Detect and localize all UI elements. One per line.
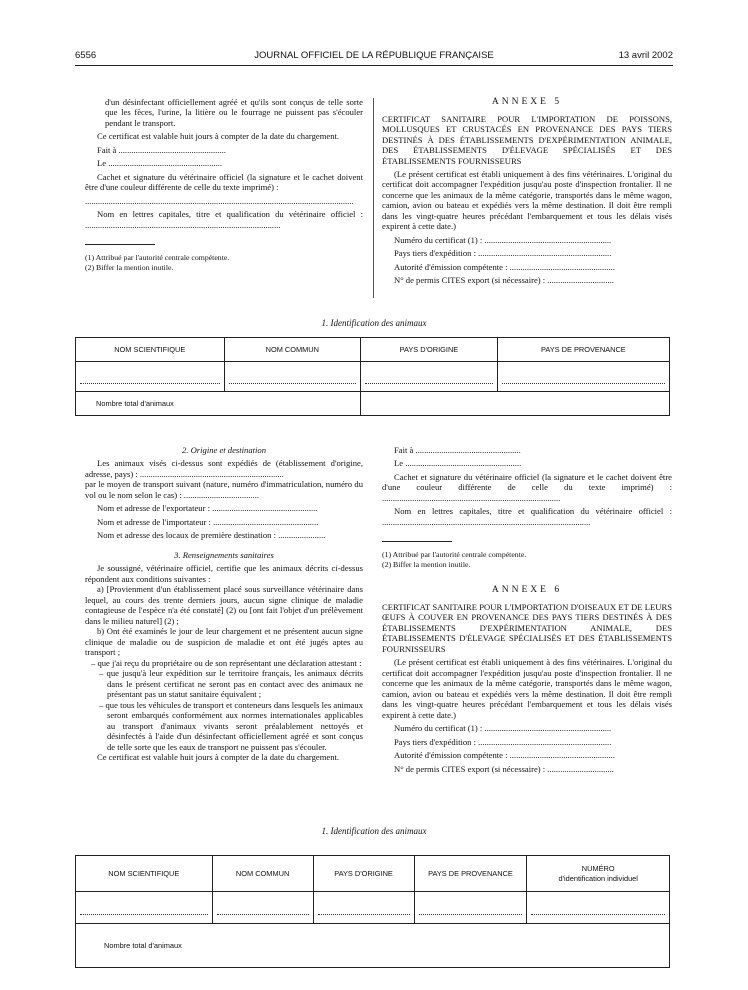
export-country-field: Pays tiers d'expédition : .............................................................. — [394, 736, 612, 747]
paragraph: Les animaux visés ci-dessus sont expédiés de (établissement d'origine, adresse, pays) : ................................................................... — [85, 458, 363, 479]
column-header: PAYS DE PROVENANCE — [414, 856, 527, 892]
middle-left-column — [85, 445, 363, 763]
paragraph: Ce certificat est valable huit jours à compter de la date du chargement. — [97, 131, 340, 142]
annexe-6-heading: CERTIFICAT SANITAIRE POUR L'IMPORTATION D'OISEAUX ET DE LEURS ŒUFS À COUVER EN PROVENANCE DES PAYS TIERS DESTINÉS À DES ÉTABLISSEMENTS D'EXPÉRIMENTATION ANIMALE, DES ÉTABLISSEMENTS D'ÉLEVAGE SPÉCIALISÉS ET DES ÉTABLISSEMENTS FOURNISSEURS — [382, 601, 672, 654]
table-header-row — [76, 856, 670, 892]
annexe-5-heading: CERTIFICAT SANITAIRE POUR L'IMPORTATION DE POISSONS, MOLLUSQUES ET CRUSTACÉS EN PROVENANCE DES PAYS TIERS DESTINÉS À DES ÉTABLISSEMENTS D'EXPÉRIMENTATION ANIMALE, DES ÉTABLISSEMENTS D'ÉLEVAGE SPÉCIALISÉS ET DES ÉTABLISSEMENTS FOURNISSEURS — [382, 113, 672, 166]
column-header: PAYS D'ORIGINE — [313, 856, 414, 892]
table-cell — [224, 362, 361, 392]
exporter-field: Nom et adresse de l'exportateur : ................................................. — [97, 503, 318, 514]
page-number: 6556 — [75, 50, 97, 61]
column-header: NOM SCIENTIFIQUE — [76, 856, 213, 892]
nom-line: Nom en lettres capitales, titre et qualification du vétérinaire officiel : ........................................................................................... — [85, 209, 363, 230]
table-cell — [313, 892, 414, 924]
authority-field: Autorité d'émission compétente : ................................................. — [394, 261, 615, 272]
validity-paragraph: Ce certificat est valable huit jours à compter de la date du chargement. — [97, 752, 340, 763]
le-line: Le ...................................................... — [394, 458, 522, 469]
fait-line: Fait à .................................................. — [97, 144, 226, 155]
cachet-line: Cachet et signature du vétérinaire officiel (la signature et le cachet doivent être d'une couleur différente de celle du texte imprimé) : ................................................................................... — [382, 471, 672, 503]
footnote-2: (2) Biffer la mention inutile. — [85, 262, 174, 272]
cites-field: N° de permis CITES export (si nécessaire) : ............................... — [394, 275, 614, 286]
identification-table-2 — [75, 855, 670, 968]
column-header: NOM SCIENTIFIQUE — [76, 338, 225, 362]
footnote-1: (1) Attribué par l'autorité centrale compétente. — [85, 253, 230, 263]
cites-field: N° de permis CITES export (si nécessaire) : ............................... — [394, 763, 614, 774]
table-header-row — [76, 338, 670, 362]
table-row — [76, 362, 670, 392]
table-2-title: 1. Identification des animaux — [321, 826, 427, 836]
declaration-item: – que tous les véhicules de transport et conteneurs dans lesquels les animaux seront embarqués conformément aux normes internationales applicables au transport d'animaux vivants seront préalablement nettoyés et désinfectés à l'aide d'un désinfectant officiellement agréé et sont conçus de telle sorte que les eaux de transport ne puissent pas s'écouler. — [99, 699, 363, 752]
table-cell — [414, 892, 527, 924]
annexe-5-intro: (Le présent certificat est établi uniquement à des fins vétérinaires. L'original du certificat doit accompagner l'expédition jusqu'au poste d'inspection frontalier. Il ne concerne que les animaux de la même catégorie, transportés dans le même wagon, camion, avion ou bateau et expédiés vers la même destination. Il doit être rempli dans les vingt-quatre heures précédant l'embarquement et tous les délais visés expirent à cette date.) — [382, 169, 672, 232]
total-value — [361, 392, 670, 416]
annexe-6-intro: (Le présent certificat est établi uniquement à des fins vétérinaires. L'original du certificat doit accompagner l'expédition jusqu'au poste d'inspection frontalier. Il ne concerne que les animaux de la même catégorie, transportés dans le même wagon, camion, avion ou bateau et expédiés vers la même destination. Il doit être rempli dans les vingt-quatre heures précédant l'embarquement et tous les délais visés expirent à cette date.) — [382, 657, 672, 720]
header-rule — [75, 65, 673, 66]
annexe-5 — [382, 97, 672, 286]
nom-line: Nom en lettres capitales, titre et qualification du vétérinaire officiel : ................................................................................................. — [382, 506, 672, 527]
table-total-row — [76, 392, 670, 416]
footnote-rule — [382, 541, 452, 542]
footnote-2: (2) Biffer la mention inutile. — [382, 559, 471, 569]
column-header-id: NUMÉRO d'identification individuel — [527, 856, 670, 892]
table-total-row — [76, 924, 670, 968]
condition-b: b) Ont été examinés le jour de leur chargement et ne présentent aucun signe clinique de maladie ou de suspicion de maladie et ont été jugés aptes au transport ; — [85, 626, 363, 658]
column-header: NOM COMMUN — [224, 338, 361, 362]
journal-title: JOURNAL OFFICIEL DE LA RÉPUBLIQUE FRANÇAISE — [254, 50, 494, 61]
table-row — [76, 892, 670, 924]
middle-right-column — [382, 445, 672, 774]
destination-field: Nom et adresse des locaux de première destination : ...................... — [97, 530, 326, 541]
column-header: PAYS D'ORIGINE — [361, 338, 498, 362]
certificate-number-field: Numéro du certificat (1) : ........................................................... — [394, 723, 612, 734]
export-country-field: Pays tiers d'expédition : .............................................................. — [394, 248, 612, 259]
condition-a: a) [Provienment d'un établissement placé sous surveillance vétérinaire dans lequel, au cours des trente derniers jours, aucun signe clinique de maladie contagieuse de l'espèce n'a été constaté] (2) ou [ont fait l'objet d'un prélèvement dans le milieu naturel] (2) ; — [85, 584, 363, 626]
authority-field: Autorité d'émission compétente : ................................................. — [394, 750, 615, 761]
declaration-item: – que jusqu'à leur expédition sur le territoire français, les animaux décrits dans le présent certificat ne seront pas en contact avec des animaux ne présentant pas un statut sanitaire équivalent ; — [99, 668, 363, 700]
annexe-6-title: ANNEXE 6 — [491, 585, 563, 596]
annexe-5-title: ANNEXE 5 — [491, 97, 563, 107]
paragraph: par le moyen de transport suivant (nature, numéro d'immatriculation, numéro du vol ou le nom selon le cas) : ................................... — [85, 479, 363, 500]
paragraph: Je soussigné, vétérinaire officiel, certifie que les animaux décrits ci-dessus répondent aux conditions suivantes : — [85, 563, 363, 584]
footnote-1: (1) Attribué par l'autorité centrale compétente. — [382, 550, 527, 560]
importer-field: Nom et adresse de l'importateur : ................................................. — [97, 516, 319, 527]
footnote-rule — [85, 244, 155, 245]
table-cell — [212, 892, 313, 924]
issue-date: 13 avril 2002 — [618, 50, 673, 61]
column-header: PAYS DE PROVENANCE — [497, 338, 669, 362]
paragraph: d'un désinfectant officiellement agréé et qu'ils sont conçus de telle sorte que les fèces, l'urine, la litière ou le fourrage ne puissent pas s'écouler pendant le transport. — [105, 97, 363, 128]
table-cell — [527, 892, 670, 924]
section-3-title: 3. Renseignements sanitaires — [174, 549, 274, 560]
column-header: NOM COMMUN — [212, 856, 313, 892]
column-divider — [373, 98, 374, 298]
top-left-column — [85, 97, 363, 272]
identification-table-1 — [75, 337, 670, 416]
table-1-title: 1. Identification des animaux — [321, 318, 427, 328]
table-cell — [76, 892, 213, 924]
table-cell — [361, 362, 498, 392]
certificate-number-field: Numéro du certificat (1) : ........................................................... — [394, 234, 612, 245]
table-cell — [497, 362, 669, 392]
total-label: Nombre total d'animaux — [76, 392, 361, 416]
cachet-line: Cachet et signature du vétérinaire officiel (la signature et le cachet doivent être d'une couleur différente de celle du texte imprimé) : — [85, 171, 363, 193]
page-header — [75, 50, 673, 64]
total-label: Nombre total d'animaux — [76, 924, 670, 968]
fait-line: Fait à ................................................. — [394, 445, 521, 455]
le-line: Le ..................................................... — [97, 158, 223, 169]
dotted-line: ............................................................................................................................. — [85, 195, 354, 206]
declaration-item: – que j'ai reçu du propriétaire ou de son représentant une déclaration attestant : — [91, 657, 362, 668]
table-cell — [76, 362, 225, 392]
section-2-title: 2. Origine et destination — [181, 445, 267, 455]
